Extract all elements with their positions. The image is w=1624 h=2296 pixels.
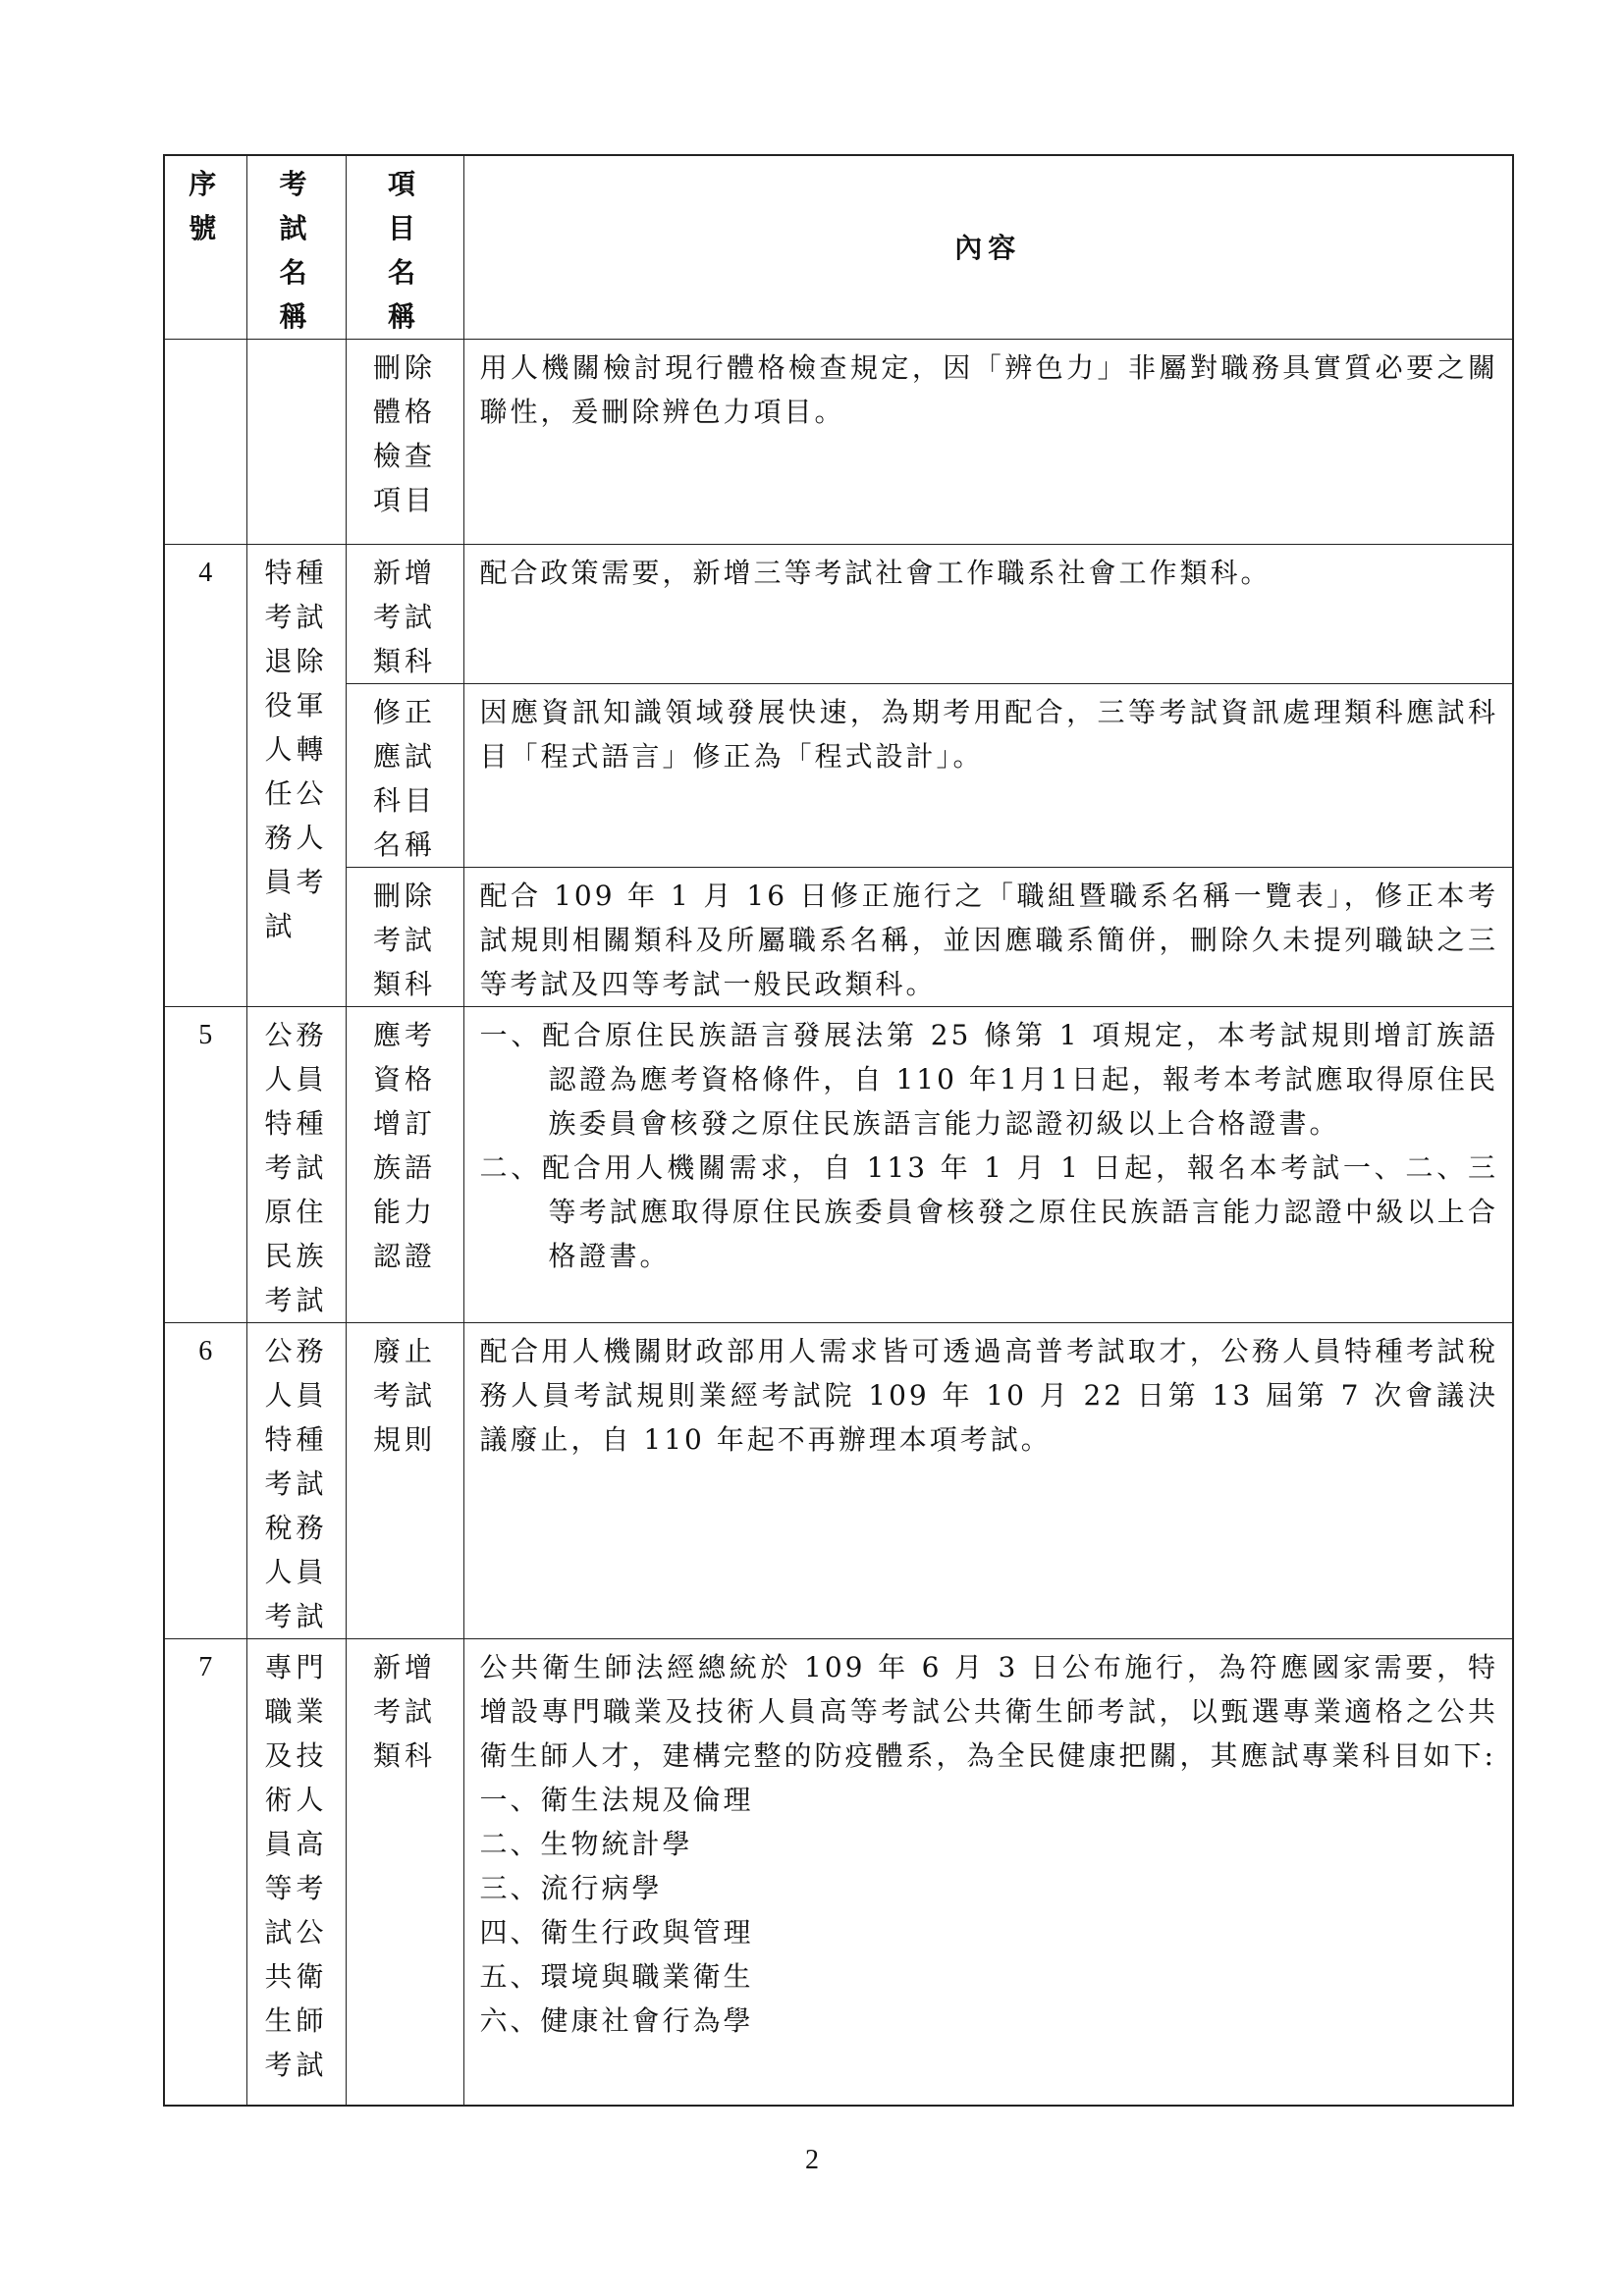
content-cell: 配合政策需要，新增三等考試社會工作職系社會工作類科。 [463,545,1513,684]
table-row [164,1007,1513,1323]
item-name-cell: 刪除體格檢查項目 [346,340,463,545]
exam-name-cell: 專門職業及技術人員高等考試公共衛生師考試 [246,1639,346,2106]
row-number: 5 [164,1007,246,1323]
content-cell [463,1639,1513,2106]
subject-item: 五、環境與職業衛生 [479,1960,754,1993]
exam-name-cell: 公務人員特種考試稅務人員考試 [246,1323,346,1639]
header-exam-name: 考試名稱 [246,155,346,340]
content-cell: 用人機關檢討現行體格檢查規定，因「辨色力」非屬對職務具實質必要之關聯性，爰刪除辨色力項目。 [463,340,1513,545]
row-number: 7 [164,1639,246,2106]
table-row [164,545,1513,684]
item-name-cell: 新增考試類科 [346,545,463,684]
subject-item: 四、衛生行政與管理 [479,1916,754,1949]
list-item: 一、配合原住民族語言發展法第 25 條第 1 項規定，本考試規則增訂族語認證為應考資格條件，自 110 年1月1日起，報考本考試應取得原住民族委員會核發之原住民族語言能力認證初級以上合格證書。 [479,1019,1498,1140]
item-name-cell: 新增考試類科 [346,1639,463,2106]
page-number: 2 [805,2145,819,2175]
header-item-name: 項目名稱 [346,155,463,340]
exam-name-cell: 特種考試退除役軍人轉任公務人員考試 [246,545,346,1007]
content-cell: 配合 109 年 1 月 16 日修正施行之「職組暨職系名稱一覽表」，修正本考試規則相關類科及所屬職系名稱，並因應職系簡併，刪除久未提列職缺之三等考試及四等考試一般民政類科。 [463,868,1513,1007]
subject-item: 二、生物統計學 [479,1828,693,1860]
table-row [164,868,1513,1007]
list-item: 二、配合用人機關需求，自 113 年 1 月 1 日起，報名本考試一、二、三等考試應取得原住民族委員會核發之原住民族語言能力認證中級以上合格證書。 [479,1151,1498,1272]
header-no: 序號 [164,155,246,340]
row-number: 4 [164,545,246,1007]
item-name-cell: 廢止考試規則 [346,1323,463,1639]
row-number [164,340,246,545]
subject-item: 一、衛生法規及倫理 [479,1784,754,1816]
item-name-cell: 刪除考試類科 [346,868,463,1007]
content-cell: 配合用人機關財政部用人需求皆可透過高普考試取才，公務人員特種考試稅務人員考試規則業經考試院 109 年 10 月 22 日第 13 屆第 7 次會議決議廢止，自 110 年起不再辦理本項考試。 [463,1323,1513,1639]
header-row [164,155,1513,340]
content-cell: 因應資訊知識領域發展快速，為期考用配合，三等考試資訊處理類科應試科目「程式語言」修正為「程式設計」。 [463,684,1513,868]
table-row [164,684,1513,868]
table-row [164,340,1513,545]
exam-name-cell: 公務人員特種考試原住民族考試 [246,1007,346,1323]
exam-changes-table [163,154,1514,2107]
item-name-cell: 修正應試科目名稱 [346,684,463,868]
table-row [164,1323,1513,1639]
subject-item: 三、流行病學 [479,1872,663,1904]
header-content: 內容 [463,155,1513,340]
content-cell [463,1007,1513,1323]
exam-name-cell [246,340,346,545]
table-row [164,1639,1513,2106]
subject-item: 六、健康社會行為學 [479,2004,754,2037]
row-number: 6 [164,1323,246,1639]
content-paragraph: 公共衛生師法經總統於 109 年 6 月 3 日公布施行，為符應國家需要，特增設專門職業及技術人員高等考試公共衛生師考試，以甄選專業適格之公共衛生師人才，建構完整的防疫體系，為全民健康把關，其應試專業科目如下: [479,1651,1498,1772]
item-name-cell: 應考資格增訂族語能力認證 [346,1007,463,1323]
